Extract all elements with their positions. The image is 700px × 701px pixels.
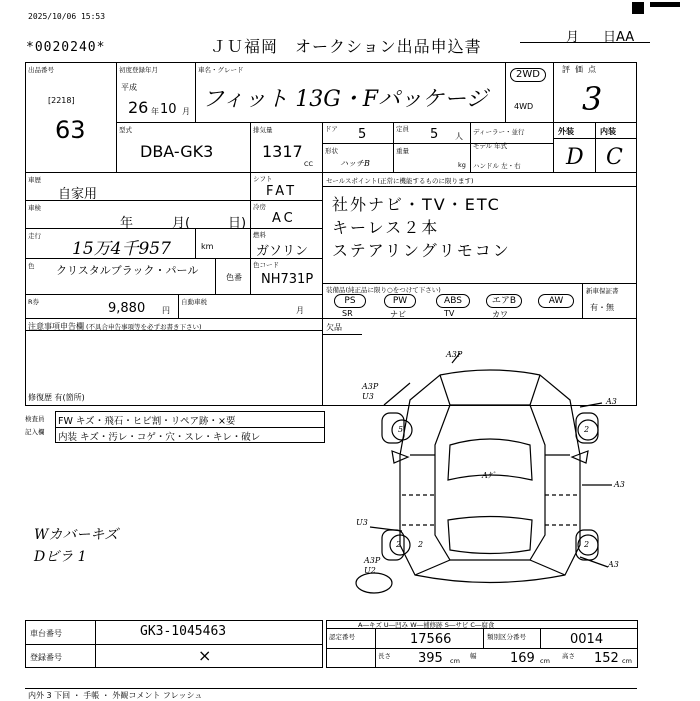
grid-line bbox=[375, 628, 376, 668]
grid-line bbox=[540, 628, 541, 648]
grid-line bbox=[322, 334, 362, 335]
selling-point-1: 社外ナビ・TV・ETC bbox=[332, 195, 501, 214]
grid-line bbox=[326, 628, 638, 629]
ac-label: 冷房 bbox=[253, 203, 266, 211]
width-unit: cm bbox=[540, 657, 550, 665]
mark-wheel-fr: 2 bbox=[584, 425, 590, 434]
recycle-label: R券 bbox=[28, 298, 40, 306]
grid-line bbox=[595, 122, 596, 172]
inspection-month: 月( bbox=[172, 216, 191, 231]
mark-wheel-rl: 2 bbox=[396, 540, 402, 549]
registration-label: 初度登録年月 bbox=[119, 66, 158, 74]
model-year-label: モデル 年式 bbox=[473, 142, 508, 150]
mileage-value: 15万4千957 bbox=[72, 239, 171, 259]
grid-line bbox=[178, 294, 179, 318]
grid-line bbox=[250, 122, 251, 172]
grid-line bbox=[393, 122, 394, 172]
doors-label: ドア bbox=[325, 125, 338, 133]
handle-label: ハンドル 左・右 bbox=[473, 162, 521, 170]
grid-line bbox=[322, 172, 323, 406]
mark-right-rear: A3 bbox=[608, 560, 619, 569]
interior-label: 内装 bbox=[600, 127, 616, 136]
color-value: クリスタルブラック・パール bbox=[56, 264, 199, 277]
grid-line bbox=[250, 200, 322, 201]
dealer-label: ディーラー・並行 bbox=[473, 128, 525, 136]
inspector-label: 検査員 bbox=[25, 415, 45, 423]
mark-wheel-rr: 2 bbox=[584, 540, 590, 549]
registration-month-unit: 月 bbox=[182, 107, 190, 116]
grid-line bbox=[326, 648, 638, 649]
weight-unit: kg bbox=[458, 161, 466, 169]
capacity-value: 5 bbox=[430, 127, 439, 142]
class-number-label: 類別区分番号 bbox=[487, 633, 526, 641]
displacement-label: 排気量 bbox=[253, 126, 273, 134]
width-value: 169 bbox=[510, 651, 535, 666]
grid-line bbox=[322, 283, 637, 284]
mark-front-left: A3P U3 bbox=[362, 382, 379, 401]
inspector-row-fw: FW キズ・飛石・ヒビ割・リペア跡・×要 bbox=[58, 416, 236, 427]
grid-line bbox=[25, 172, 637, 173]
month-label: 月 bbox=[566, 30, 580, 45]
warranty-label: 新車保証書 bbox=[586, 287, 619, 295]
mark-front: A3P bbox=[446, 350, 463, 359]
equipment-tv: TV bbox=[444, 309, 455, 318]
print-datetime: 2025/10/06 15:53 bbox=[28, 12, 106, 21]
grid-line bbox=[322, 186, 637, 187]
equipment-sr: SR bbox=[342, 309, 353, 318]
length-label: 長さ bbox=[378, 652, 391, 660]
mark-rear-door: 2 bbox=[418, 540, 424, 549]
handwritten-note-2: Dビラ 1 bbox=[34, 549, 87, 565]
equipment-label: 装備品(純正品に限り○をつけて下さい) bbox=[326, 286, 441, 294]
registration-year-unit: 年 bbox=[151, 107, 159, 116]
mark-left-rear: U3 bbox=[356, 518, 368, 527]
day-label: 日AA bbox=[603, 30, 635, 45]
grid-line bbox=[25, 330, 322, 331]
missing-label: 欠品 bbox=[326, 323, 342, 332]
height-unit: cm bbox=[622, 657, 632, 665]
lot-number: 63 bbox=[55, 116, 86, 144]
inspector-entry-label: 記入欄 bbox=[25, 428, 45, 436]
height-label: 高さ bbox=[562, 652, 575, 660]
tax-label: 自動車税 bbox=[181, 298, 207, 306]
fuel-label: 燃料 bbox=[253, 231, 266, 239]
recycle-value: 9,880 bbox=[108, 301, 146, 316]
weight-label: 重量 bbox=[396, 147, 409, 155]
lot-label: 出品番号 bbox=[28, 66, 54, 74]
corner-mark-bar bbox=[650, 2, 680, 7]
class-number-value: 0014 bbox=[570, 632, 604, 647]
cert-number-label: 認定番号 bbox=[329, 633, 355, 641]
chassis-value: GK3-1045463 bbox=[140, 624, 227, 639]
equipment-leather: カワ bbox=[492, 310, 508, 319]
grid-line bbox=[322, 143, 553, 144]
repair-label: 修復歴 有(箇所) bbox=[28, 393, 85, 402]
ac-value: AC bbox=[272, 211, 296, 226]
shift-value: FAT bbox=[266, 184, 298, 199]
grid-line bbox=[553, 62, 554, 172]
selling-points-label: セールスポイント(正常に機能するものに限ります) bbox=[326, 177, 474, 185]
grid-line bbox=[25, 688, 637, 689]
registration-year: 26 bbox=[128, 98, 149, 117]
interior-grade: C bbox=[606, 145, 623, 170]
damage-legend: A―キズ U―凹み W―補修跡 S―サビ C―腐食 bbox=[358, 621, 495, 629]
grid-line bbox=[116, 62, 117, 172]
height-value: 152 bbox=[594, 651, 619, 666]
footer-row: 内外 3 下回 ・ 手帳 ・ 外観コメント フレッシュ bbox=[28, 691, 203, 700]
notes-sub: (不具合申告事項等を必ずお書き下さい) bbox=[86, 323, 202, 331]
capacity-label: 定員 bbox=[396, 125, 409, 133]
mileage-unit: km bbox=[201, 242, 214, 251]
usage-label: 車歴 bbox=[28, 176, 41, 184]
date-underline bbox=[520, 42, 650, 43]
barcode-serial: *0020240* bbox=[26, 40, 106, 55]
grid-line bbox=[322, 122, 323, 172]
equipment-airbag: エアB bbox=[486, 294, 522, 308]
grid-line bbox=[116, 122, 553, 123]
capacity-unit: 人 bbox=[455, 132, 463, 141]
warranty-value: 有・無 bbox=[590, 303, 614, 312]
registration-month: 10 bbox=[160, 102, 177, 117]
model-label: 型式 bbox=[119, 126, 132, 134]
grid-line bbox=[95, 620, 96, 668]
doors-value: 5 bbox=[358, 127, 367, 142]
mark-wheel-fl: 5 bbox=[398, 425, 404, 434]
color-number-label: 色番 bbox=[226, 273, 242, 282]
chassis-label: 車台番号 bbox=[30, 629, 62, 638]
inspector-row-interior: 内装 キズ・汚レ・コゲ・穴・スレ・キレ・破レ bbox=[58, 432, 261, 443]
handwritten-note-1: Wカバーキズ bbox=[34, 527, 119, 543]
drive-4wd: 4WD bbox=[514, 102, 534, 111]
grid-line bbox=[195, 62, 196, 122]
shift-label: シフト bbox=[253, 175, 273, 183]
equipment-navi: ナビ bbox=[390, 310, 406, 319]
inspection-year: 年 bbox=[120, 216, 134, 231]
equipment-pw: PW bbox=[384, 294, 416, 308]
grid-line bbox=[250, 172, 251, 294]
car-name-value: フィット 13G・Fパッケージ bbox=[202, 87, 488, 112]
displacement-value: 1317 bbox=[262, 142, 303, 161]
color-code-label: 色コード bbox=[253, 261, 279, 269]
inspection-label: 車検 bbox=[28, 204, 41, 212]
exterior-grade: D bbox=[566, 145, 584, 170]
grid-line bbox=[25, 294, 322, 295]
grid-line bbox=[505, 62, 506, 122]
page-title: ＪＵ福岡 オークション出品申込書 bbox=[210, 37, 482, 56]
width-label: 幅 bbox=[470, 652, 477, 660]
score-label: 評価点 bbox=[562, 65, 601, 74]
registration-era: 平成 bbox=[121, 83, 137, 92]
selling-point-2: キーレス２本 bbox=[332, 218, 440, 237]
grid-line bbox=[470, 122, 471, 172]
mark-right-mid: A3 bbox=[614, 480, 625, 489]
body-type-value: ハッチB bbox=[340, 159, 370, 168]
color-label: 色 bbox=[28, 262, 35, 270]
plate-value: × bbox=[198, 646, 212, 665]
grid-line bbox=[195, 228, 196, 258]
lot-bracket: [2218] bbox=[48, 96, 75, 105]
grid-line bbox=[25, 318, 322, 319]
cert-number-value: 17566 bbox=[410, 632, 452, 647]
grid-line bbox=[483, 628, 484, 648]
score-value: 3 bbox=[582, 80, 603, 118]
grid-line bbox=[55, 427, 325, 428]
mark-rear: A3P U2 bbox=[364, 556, 381, 575]
drive-2wd-circled: 2WD bbox=[510, 68, 546, 82]
selling-point-3: ステアリングリモコン bbox=[332, 241, 511, 260]
grid-line bbox=[322, 318, 637, 319]
mileage-label: 走行 bbox=[28, 232, 41, 240]
exterior-label: 外装 bbox=[558, 127, 574, 136]
grid-line bbox=[582, 283, 583, 318]
mark-right-front: A3 bbox=[606, 397, 617, 406]
equipment-aw: AW bbox=[538, 294, 574, 308]
equipment-ps: PS bbox=[334, 294, 366, 308]
mark-roof: Aｹﾞ bbox=[482, 471, 496, 480]
usage-value: 自家用 bbox=[58, 187, 98, 202]
notes-label: 注意事項申告欄 bbox=[28, 322, 84, 331]
length-unit: cm bbox=[450, 657, 460, 665]
recycle-unit: 円 bbox=[162, 306, 170, 315]
color-code-value: NH731P bbox=[261, 272, 314, 287]
car-name-label: 車名・グレード bbox=[198, 66, 244, 74]
body-type-label: 形状 bbox=[325, 147, 338, 155]
model-value: DBA-GK3 bbox=[140, 142, 214, 161]
tax-month: 月 bbox=[296, 306, 304, 315]
length-value: 395 bbox=[418, 651, 443, 666]
corner-mark bbox=[632, 2, 644, 14]
plate-label: 登録番号 bbox=[30, 653, 62, 662]
inspection-day: 日) bbox=[228, 216, 247, 231]
equipment-abs: ABS bbox=[436, 294, 470, 308]
grid-line bbox=[25, 644, 323, 645]
displacement-unit: CC bbox=[304, 160, 314, 168]
fuel-value: ガソリン bbox=[256, 244, 309, 259]
